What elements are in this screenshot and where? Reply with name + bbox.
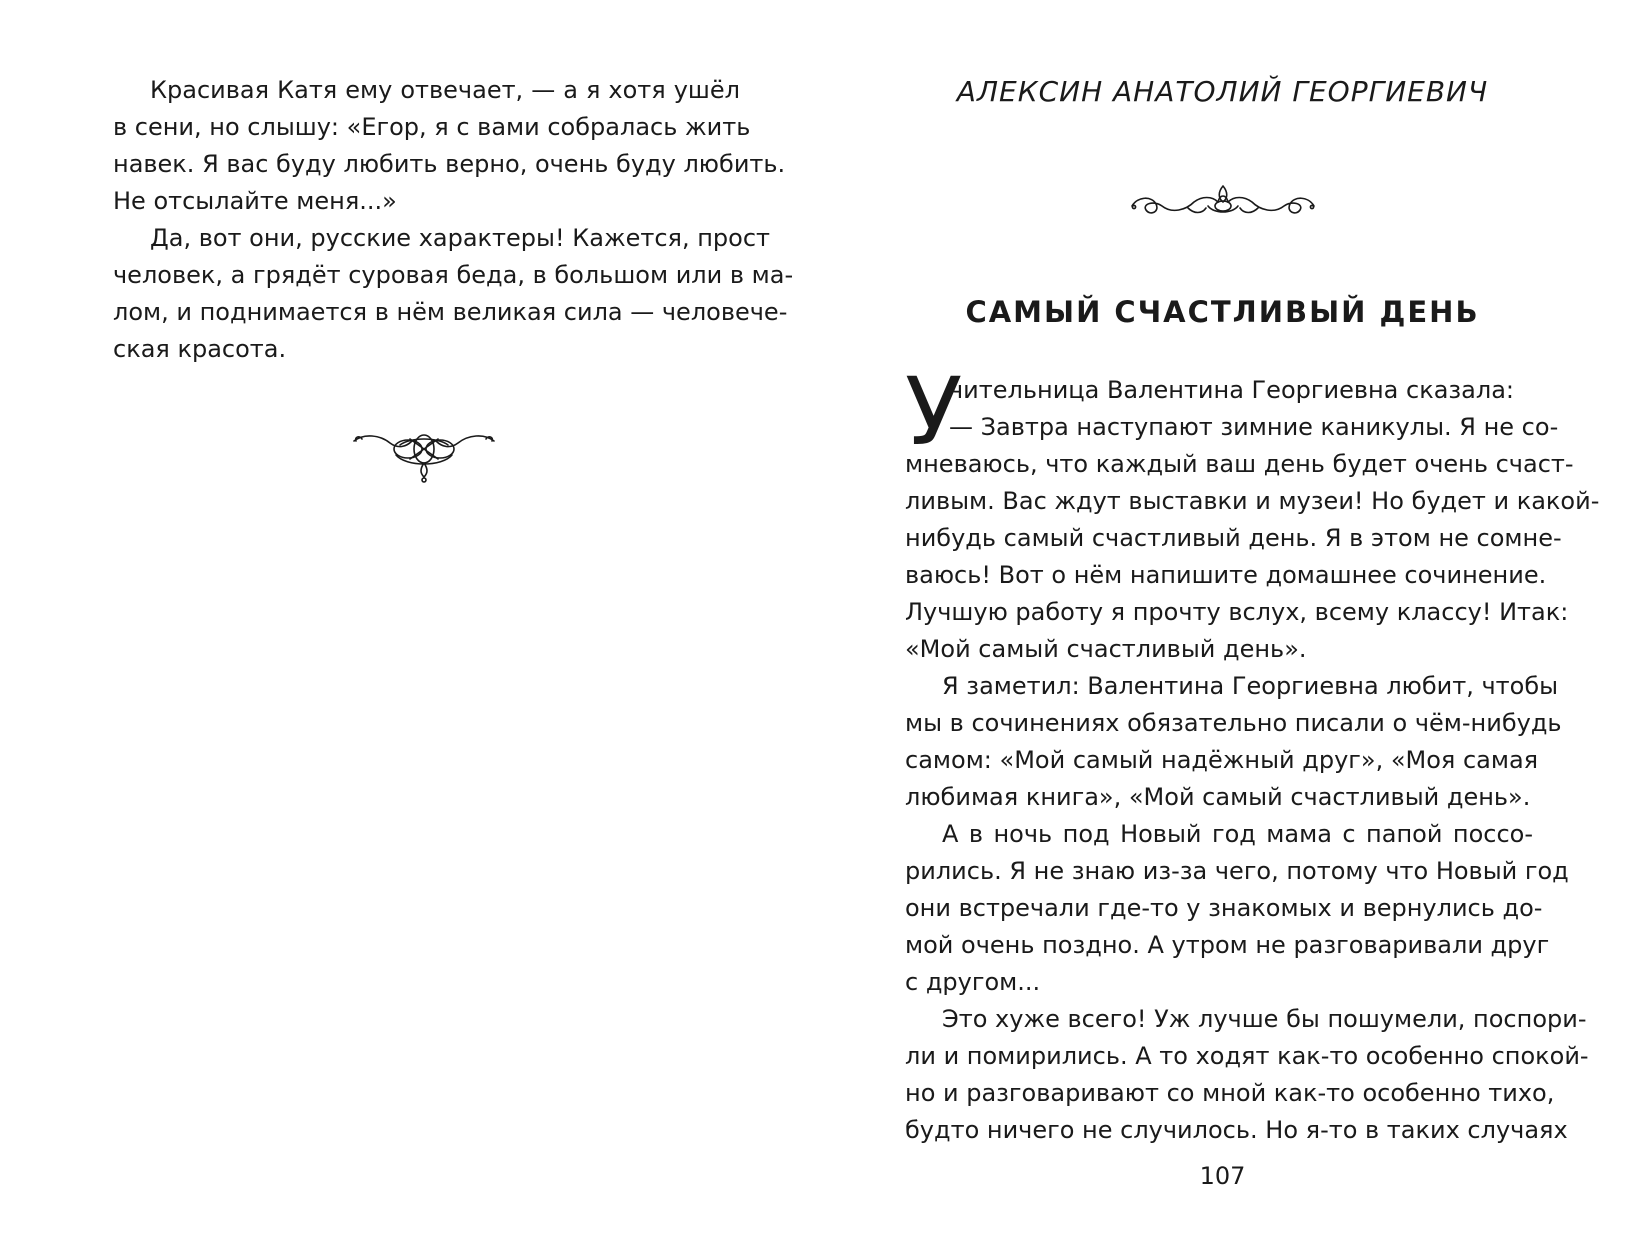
- flourish-ornament-icon: [350, 425, 498, 483]
- text-line: Это хуже всего! Уж лучше бы пошумели, поспори-: [942, 1005, 1587, 1033]
- text-line: Да, вот они, русские характеры! Кажется, прост: [150, 224, 771, 252]
- text-line: человек, а грядёт суровая беда, в большом или в ма-: [113, 261, 794, 289]
- text-line: самом: «Мой самый надёжный друг», «Моя самая: [905, 746, 1539, 774]
- text-line: в сени, но слышу: «Егор, я с вами собралась жить: [113, 113, 751, 141]
- text-line: навек. Я вас буду любить верно, очень буду любить.: [113, 150, 786, 178]
- text-line: А в ночь под Новый год мама с папой поссо-: [942, 820, 1533, 848]
- text-line: ливым. Вас ждут выставки и музеи! Но будет и какой-: [905, 487, 1600, 515]
- text-line: любимая книга», «Мой самый счастливый день».: [905, 783, 1531, 811]
- author-heading: АЛЕКСИН АНАТОЛИЙ ГЕОРГИЕВИЧ: [956, 75, 1489, 108]
- text-line: Я заметил: Валентина Георгиевна любит, чтобы: [942, 672, 1559, 700]
- text-line: ли и помирились. А то ходят как-то особенно спокой-: [905, 1042, 1589, 1070]
- text-line: чительница Валентина Георгиевна сказала:: [949, 376, 1515, 404]
- text-line: — Завтра наступают зимние каникулы. Я не со-: [949, 413, 1559, 441]
- text-line: они встречали где-то у знакомых и вернулись до-: [905, 894, 1543, 922]
- text-line: будто ничего не случилось. Но я-то в таких случаях: [905, 1116, 1568, 1144]
- left-page-text: [113, 72, 794, 368]
- text-line: Красивая Катя ему отвечает, — а я хотя ушёл: [150, 76, 740, 104]
- text-line: рились. Я не знаю из-за чего, потому что Новый год: [905, 857, 1569, 885]
- text-line: но и разговаривают со мной как-то особенно тихо,: [905, 1079, 1555, 1107]
- text-line: Лучшую работу я прочту вслух, всему классу! Итак:: [905, 598, 1569, 626]
- scroll-flourish-icon: [1128, 180, 1318, 222]
- right-page-text: [905, 358, 1600, 1149]
- page-number: 107: [1199, 1162, 1246, 1190]
- text-line: Не отсылайте меня...»: [113, 187, 397, 215]
- text-line: мы в сочинениях обязательно писали о чём-нибудь: [905, 709, 1562, 737]
- drop-cap: У: [905, 358, 963, 467]
- text-line: нибудь самый счастливый день. Я в этом не сомне-: [905, 524, 1562, 552]
- text-line: «Мой самый счастливый день».: [905, 635, 1307, 663]
- text-line: ская красота.: [113, 335, 287, 363]
- chapter-title: САМЫЙ СЧАСТЛИВЫЙ ДЕНЬ: [965, 295, 1480, 329]
- text-line: ваюсь! Вот о нём напишите домашнее сочинение.: [905, 561, 1547, 589]
- text-line: с другом...: [905, 968, 1041, 996]
- text-line: мневаюсь, что каждый ваш день будет очень счаст-: [905, 450, 1574, 478]
- text-line: мой очень поздно. А утром не разговаривали друг: [905, 931, 1550, 959]
- text-line: лом, и поднимается в нём великая сила — человече-: [113, 298, 788, 326]
